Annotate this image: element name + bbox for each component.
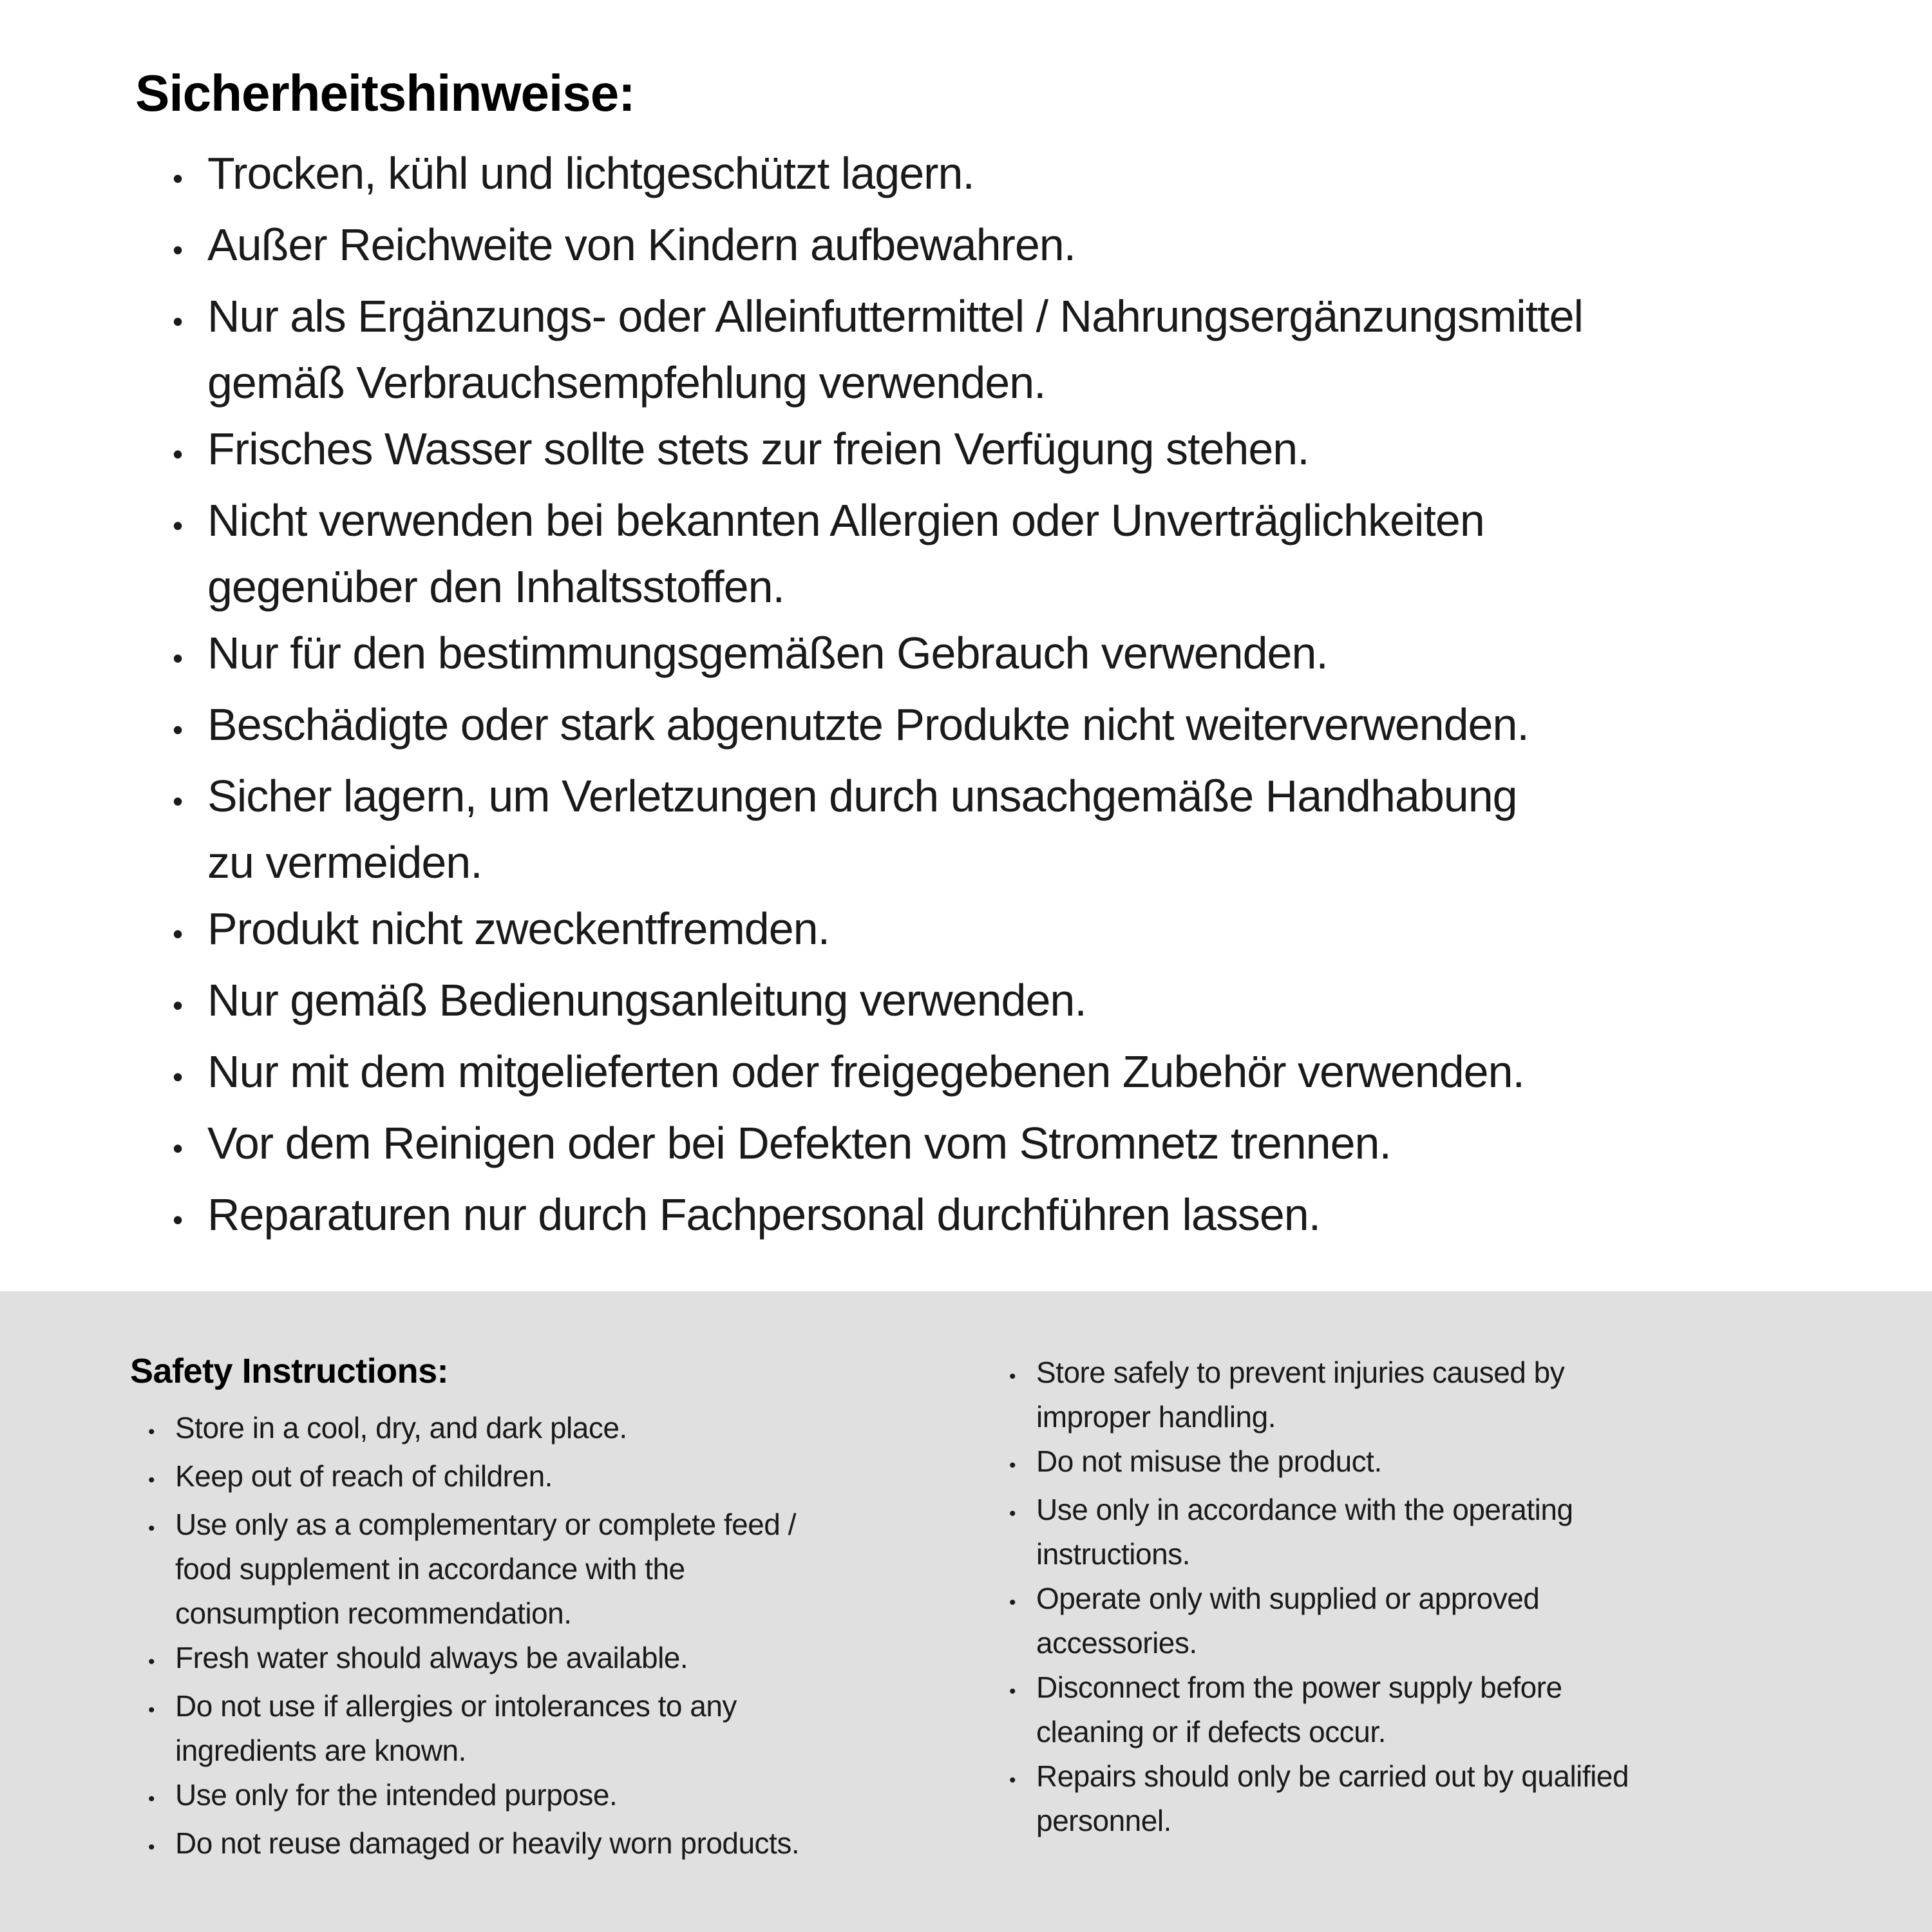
bullet-item <box>1009 1754 1911 1843</box>
bullet-item <box>1009 1665 1911 1754</box>
bullet-item <box>173 488 1932 620</box>
bullet-icon: • <box>1009 1366 1016 1387</box>
bullet-text: Disconnect from the power supply before cleaning or if defects occur. <box>1036 1671 1562 1748</box>
bullet-icon: • <box>148 1470 155 1491</box>
english-left-column <box>130 1350 987 1870</box>
bullet-item <box>148 1821 987 1870</box>
english-right-column <box>1009 1350 1911 1843</box>
bullet-text: Do not use if allergies or intolerances to any ingredients are known. <box>175 1689 737 1767</box>
bullet-icon: • <box>173 989 183 1022</box>
bullet-text: Repairs should only be carried out by qualified personnel. <box>1036 1759 1629 1837</box>
bullet-icon: • <box>173 509 183 542</box>
bullet-item <box>1009 1439 1911 1488</box>
bullet-text: Außer Reichweite von Kindern aufbewahren. <box>207 220 1076 270</box>
bullet-item <box>173 692 1932 763</box>
bullet-item <box>173 140 1932 212</box>
bullet-text: Vor dem Reinigen oder bei Defekten vom Stromnetz trennen. <box>207 1118 1391 1168</box>
bullet-text: Use only in accordance with the operating instructions. <box>1036 1493 1573 1571</box>
bullet-icon: • <box>1009 1503 1016 1524</box>
bullet-item <box>1009 1350 1911 1439</box>
bullet-icon: • <box>173 713 183 746</box>
bullet-item <box>173 1039 1932 1110</box>
bullet-icon: • <box>173 233 183 267</box>
bullet-icon: • <box>173 1203 183 1236</box>
bullet-icon: • <box>173 162 183 195</box>
german-bullet-list <box>173 140 1932 1253</box>
bullet-item <box>173 1110 1932 1182</box>
bullet-text: Nur mit dem mitgelieferten oder freigegebenen Zubehör verwenden. <box>207 1046 1524 1097</box>
bullet-icon: • <box>1009 1681 1016 1702</box>
bullet-icon: • <box>148 1421 155 1443</box>
bullet-icon: • <box>148 1837 155 1858</box>
bullet-item <box>148 1502 987 1636</box>
bullet-text: Sicher lagern, um Verletzungen durch unsachgemäße Handhabung zu vermeiden. <box>207 771 1517 887</box>
bullet-icon: • <box>173 917 183 951</box>
bullet-icon: • <box>148 1788 155 1810</box>
bullet-icon: • <box>1009 1770 1016 1791</box>
bullet-item <box>173 620 1932 692</box>
bullet-item <box>1009 1488 1911 1577</box>
bullet-text: Trocken, kühl und lichtgeschützt lagern. <box>207 148 974 198</box>
bullet-text: Frisches Wasser sollte stets zur freien Verfügung stehen. <box>207 424 1309 474</box>
bullet-item <box>173 283 1932 416</box>
bullet-icon: • <box>148 1651 155 1672</box>
bullet-text: Reparaturen nur durch Fachpersonal durchführen lassen. <box>207 1189 1321 1240</box>
bullet-text: Store in a cool, dry, and dark place. <box>175 1411 627 1444</box>
bullet-icon: • <box>173 784 183 818</box>
bullet-icon: • <box>148 1700 155 1721</box>
bullet-icon: • <box>173 305 183 338</box>
english-title: Safety Instructions: <box>130 1352 449 1390</box>
bullet-text: Keep out of reach of children. <box>175 1459 553 1493</box>
german-title: Sicherheitshinweise: <box>135 64 635 122</box>
bullet-text: Use only for the intended purpose. <box>175 1778 618 1812</box>
bullet-item <box>1009 1577 1911 1665</box>
bullet-item <box>173 763 1932 896</box>
bullet-icon: • <box>173 1132 183 1165</box>
bullet-text: Beschädigte oder stark abgenutzte Produkte nicht weiterverwenden. <box>207 699 1529 750</box>
bullet-text: Nur gemäß Bedienungsanleitung verwenden. <box>207 975 1086 1025</box>
bullet-item <box>148 1636 987 1684</box>
bullet-text: Use only as a complementary or complete feed / food supplement in accordance with the consumption recommendation. <box>175 1508 796 1630</box>
bullet-text: Fresh water should always be available. <box>175 1641 688 1674</box>
bullet-icon: • <box>1009 1592 1016 1613</box>
bullet-text: Nur als Ergänzungs- oder Alleinfuttermittel / Nahrungsergänzungsmittel gemäß Verbrauchsempfehlung verwenden. <box>207 291 1584 408</box>
bullet-item <box>173 1182 1932 1253</box>
bullet-text: Nicht verwenden bei bekannten Allergien oder Unverträglichkeiten gegenüber den Inhaltsstoffen. <box>207 495 1484 612</box>
bullet-item <box>148 1684 987 1773</box>
bullet-text: Do not misuse the product. <box>1036 1444 1382 1478</box>
bullet-item <box>173 212 1932 283</box>
bullet-text: Store safely to prevent injuries caused by improper handling. <box>1036 1356 1565 1434</box>
bullet-item <box>173 896 1932 967</box>
english-section <box>0 1291 1932 1932</box>
bullet-item <box>173 967 1932 1039</box>
bullet-item <box>148 1773 987 1821</box>
bullet-item <box>173 416 1932 488</box>
bullet-icon: • <box>148 1518 155 1539</box>
english-right-bullet-list <box>1009 1350 1911 1843</box>
bullet-text: Produkt nicht zweckentfremden. <box>207 904 830 954</box>
bullet-text: Nur für den bestimmungsgemäßen Gebrauch verwenden. <box>207 628 1328 678</box>
bullet-icon: • <box>173 437 183 471</box>
bullet-item <box>148 1406 987 1454</box>
bullet-icon: • <box>173 1060 183 1094</box>
bullet-item <box>148 1454 987 1502</box>
bullet-text: Operate only with supplied or approved accessories. <box>1036 1582 1540 1660</box>
bullet-icon: • <box>173 641 183 675</box>
bullet-icon: • <box>1009 1455 1016 1476</box>
english-left-bullet-list <box>148 1406 987 1870</box>
bullet-text: Do not reuse damaged or heavily worn products. <box>175 1826 800 1860</box>
